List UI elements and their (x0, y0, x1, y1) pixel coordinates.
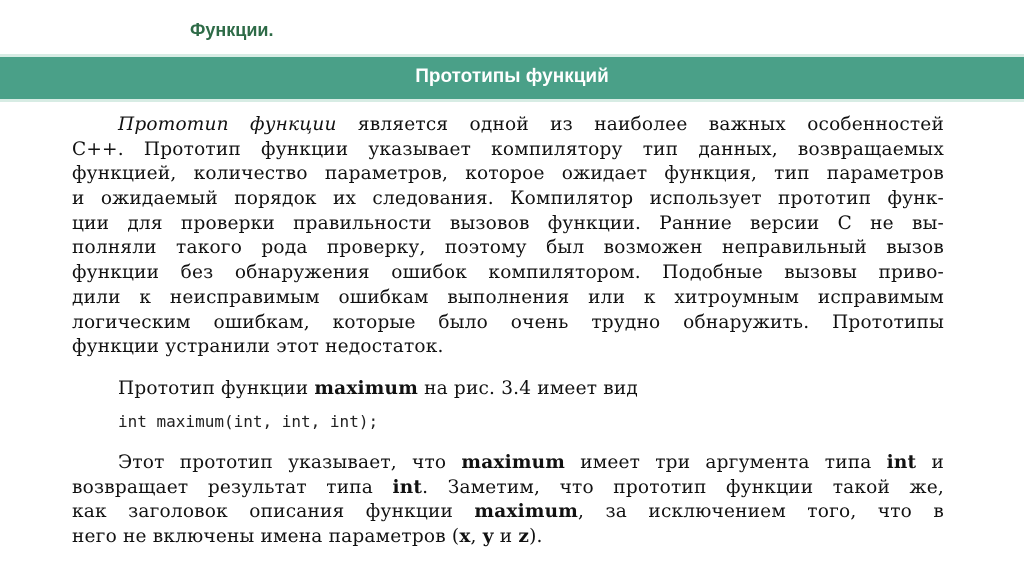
text-span: на рис. 3.4 имеет вид (417, 378, 638, 399)
paragraph-prototype-description (72, 113, 944, 360)
text-line (72, 476, 944, 501)
text-line: С++. Прототип функции указывает компилятору тип данных, возвращаемых (72, 138, 944, 160)
function-name: maximum (474, 501, 579, 523)
text-line: функции без обнаружения ошибок компилятором. Подобные вызовы приво- (72, 262, 944, 284)
text-span: возвращает результат типа (72, 476, 393, 498)
text-span: . Заметим, что прототип функции такой же, (422, 476, 944, 498)
text-line: и ожидаемый порядок их следования. Компилятор использует прототип функ- (72, 188, 944, 210)
text-line: ции для проверки правильности вызовов функции. Ранние версии С не вы- (72, 212, 944, 234)
paragraph-prototype-explanation (72, 451, 944, 550)
text-span: , за исключением того, что в (578, 501, 944, 523)
text-span: , (470, 526, 483, 548)
text-line: логическим ошибкам, которые было очень трудно обнаружить. Прототипы (72, 311, 944, 333)
section-title: Функции. (190, 20, 274, 40)
param-name: y (482, 526, 494, 548)
function-name: maximum (314, 378, 418, 399)
param-name: z (518, 526, 530, 548)
text-span: Прототип функции (118, 378, 315, 399)
text-span: Этот прототип указывает, что (118, 452, 462, 473)
text-span: ). (529, 526, 543, 548)
type-name: int (392, 476, 423, 498)
text-span: имеет три аргумента типа (565, 452, 887, 473)
text-line: функции устранили этот недостаток. (72, 336, 444, 358)
term-prototype: Прототип функции (118, 114, 337, 135)
text-line (72, 525, 944, 550)
paragraph-maximum-intro (72, 377, 944, 402)
text-line (72, 500, 944, 525)
code-prototype: int maximum(int, int, int); (118, 412, 379, 431)
text-span: как заголовок описания функции (72, 501, 475, 523)
top-strip (0, 0, 1024, 48)
slide-title: Прототипы функций (415, 66, 609, 87)
text-line (72, 113, 944, 138)
text-span: и (916, 452, 944, 473)
param-name: x (459, 526, 471, 548)
type-name: int (886, 452, 917, 473)
text-line (72, 451, 944, 476)
function-name: maximum (461, 452, 566, 473)
text-span: является одной из наиболее важных особенностей (336, 114, 944, 135)
text-line: функцией, количество параметров, которое ожидает функция, тип параметров (72, 163, 944, 185)
title-band (0, 54, 1024, 102)
text-span: него не включены имена параметров ( (72, 526, 460, 548)
text-line (72, 377, 944, 402)
text-line: полняли такого рода проверку, поэтому был возможен неправильный вызов (72, 237, 944, 259)
text-line: дили к неисправимым ошибкам выполнения или к хитроумным исправимым (72, 286, 944, 308)
text-span: и (493, 526, 519, 548)
